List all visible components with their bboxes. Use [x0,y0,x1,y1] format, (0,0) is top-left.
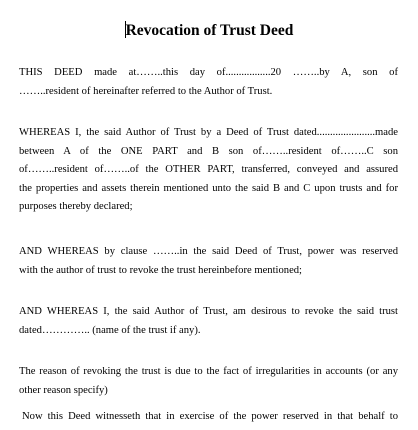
paragraph-line: The reason of revoking the trust is due to the fact of irregularities in accounts (or any [19,366,398,377]
paragraph-whereas-deed-of-trust [19,124,398,217]
paragraph-whereas-clause [19,243,398,280]
paragraph-line: THIS DEED made at……..this day of.................20 ……..by A, son of [19,67,398,78]
paragraph-line: purposes thereby declared; [19,201,133,213]
document-title-row [0,21,418,40]
paragraph-now-this-deed [22,408,398,427]
paragraph-line: of……..resident of……..of the OTHER PART, transferred, conveyed and assured [19,164,398,176]
paragraph-reason [19,363,398,400]
paragraph-line: AND WHEREAS by clause ……..in the said Deed of Trust, power was reserved [19,246,398,257]
paragraph-line: other reason specify) [19,384,108,396]
paragraph-line: ……..resident of hereinafter referred to the Author of Trust. [19,85,273,97]
paragraph-line: Now this Deed witnesseth that in exercise of the power reserved in that behalf to [22,411,398,422]
paragraph-deed-made [19,64,398,101]
document-title: Revocation of Trust Deed [125,22,294,39]
paragraph-line: between A of the ONE PART and B son of……..resident of……..C son [19,145,398,157]
paragraph-line: the properties and assets therein mentioned unto the said B and C upon trusts and for [19,182,398,194]
paragraph-whereas-desirous [19,303,398,340]
paragraph-line: dated………….. (name of the trust if any). [19,324,201,336]
paragraph-line: with the author of trust to revoke the trust hereinbefore mentioned; [19,264,303,276]
paragraph-line: AND WHEREAS I, the said Author of Trust, am desirous to revoke the said trust [19,306,398,317]
paragraph-line: WHEREAS I, the said Author of Trust by a Deed of Trust dated......................made [19,127,398,138]
